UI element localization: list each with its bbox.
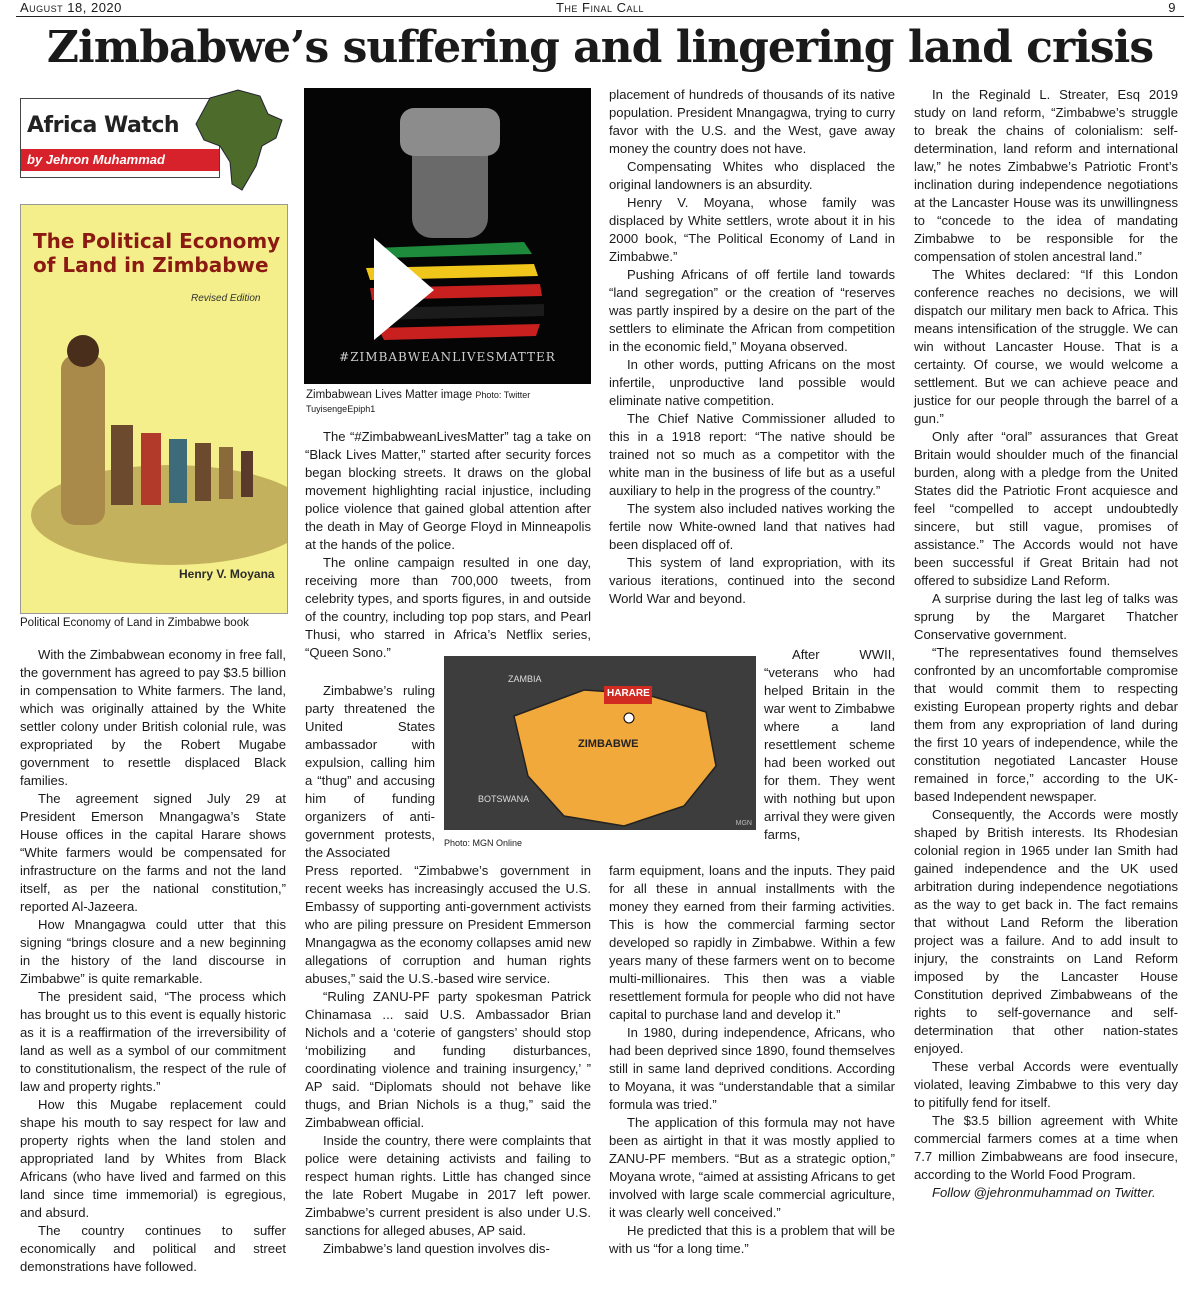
paragraph: The $3.5 billion agreement with White commercial farmers comes at a time when 7.7 million Zimbabweans are food insecure, according to the World Food Program. [914, 1113, 1178, 1182]
paragraph: The system also included natives working the fertile now White-owned land that natives had been displaced off of. [609, 501, 895, 552]
paragraph: A surprise during the last leg of talks was sprung by the Margaret Thatcher Conservative government. [914, 591, 1178, 642]
paragraph: Press reported. “Zimbabwe’s government in recent weeks has increasingly accused the U.S. Embassy of supporting anti-government activists who are piling pressure on President Emmerson Mnangagwa as the economy collapses amid new allegations of corruption and human rights abuses,” said the U.S.-based wire service. [305, 863, 591, 986]
map-label-mgn: MGN [735, 820, 752, 827]
book-caption: Political Economy of Land in Zimbabwe book [20, 617, 249, 629]
book-edition: Revised Edition [191, 293, 261, 304]
paragraph: This system of land expropriation, with its various iterations, continued into the second World War and beyond. [609, 555, 895, 606]
article-column-4 [914, 86, 1178, 1202]
paragraph: “The representatives found themselves confronted by an uncomfortable compromise that would commit them to respecting existing European property rights and debar them from any expropriation of land during the first 10 years of independence, while the constitution negotiated Lancaster House remained in force,” according to the UK-based Independent newspaper. [914, 645, 1178, 804]
paragraph: After WWII, “veterans who had helped Britain in the war went to Zimbabwe where a land resettlement scheme had been worked out for them. They went with nothing but upon arrival they were given farms, [764, 647, 895, 842]
twitter-follow: Follow @jehronmuhammad on Twitter. [932, 1185, 1156, 1200]
africa-watch-title: Africa Watch [27, 113, 180, 138]
paragraph: In the Reginald L. Streater, Esq 2019 study on land reform, “Zimbabwe’s struggle to break the chains of colonialism: self-determination, land reform and international law,” he notes Zimbabwe’s Patriotic Front’s inclination during independence negotiations at the Lancaster House was its unwillingness to “concede to the idea of mandating Zimbabwe to be responsible for the compensation of stolen ancestral land.” [914, 87, 1178, 264]
africa-map-icon [190, 86, 290, 196]
zimbabwe-map-image [444, 656, 756, 830]
issue-date: August 18, 2020 [20, 0, 122, 15]
paragraph: In other words, putting Africans on the most infertile, unproductive land possible would eliminate native competition. [609, 357, 895, 408]
article-column-1 [20, 646, 286, 1276]
header-rule [16, 16, 1184, 17]
fist-credit: Photo: Twitter TuyisengeEpiph1 [306, 390, 531, 414]
map-label-harare: HARARE [607, 688, 650, 699]
article-column-3-top [609, 86, 895, 608]
book-cover-image [20, 204, 288, 614]
book-author: Henry V. Moyana [179, 567, 275, 581]
paragraph: Compensating Whites who displaced the original landowners is an absurdity. [609, 159, 895, 192]
paragraph: Consequently, the Accords were mostly shaped by British interests. Its Rhodesian colonial region in 1965 under Ian Smith had gained independence and the UK used arbitration during independence negotiations as the way to get back in. The fact remains that without Land Reform the liberation project was a failure. And to add insult to injury, the constraints on Land Reform imposed by the Lancaster House Constitution deprived Zimbabweans of the rights to self-governance and self-determination that other nation-states enjoyed. [914, 807, 1178, 1056]
article-column-2-top [305, 428, 591, 662]
paragraph: farm equipment, loans and the inputs. They paid for all these in annual installments with the money they earned from their farming activities. This is how the commercial farming sector developed so rapidly in Zimbabwe. Within a few years many of these farmers went on to become multi-millionaires. This then was a viable resettlement formula for people who did not have capital to purchase land and develop it.” [609, 863, 895, 1022]
page-header [0, 0, 1200, 16]
byline: by Jehron Muhammad [21, 149, 219, 171]
article-column-2-narrow [305, 682, 435, 862]
paragraph: He predicted that this is a problem that will be with us “for a long time.” [609, 1223, 895, 1256]
paragraph: The agreement signed July 29 at President Emerson Mnangagwa’s State House offices in the capital Harare shows “White farmers would be compensated for infrastructure on the farms and not the land itself, as per the national constitution,” reported Al-Jazeera. [20, 791, 286, 914]
paragraph: The application of this formula may not have been as airtight in that it was mostly applied to ZANU-PF members. “But as a strategic option,” Moyana wrote, “aimed at assisting Africans to get involved with large scale commercial agriculture, it was clearly well conceived.” [609, 1115, 895, 1220]
villagers-illustration [21, 315, 287, 565]
article-column-3-narrow [764, 646, 895, 844]
hashtag-text: #ZIMBABWEANLIVESMATTER [339, 350, 556, 364]
paragraph: “Ruling ZANU-PF party spokesman Patrick Chinamasa ... said U.S. Ambassador Brian Nichols and a ‘coterie of gangsters’ should stop ‘mobilizing and funding disturbances, coordinating violence and training insurgency,’ ” AP said. “Diplomats should not behave like thugs, and Brian Nichols is a thug,” said the Zimbabwean official. [305, 989, 591, 1130]
paragraph: The online campaign resulted in one day, receiving more than 700,000 tweets, from celebrity types, and sports figures, in and outside of the country, including top pop stars, and Pearl Thusi, who starred in Africa’s Netflix series, “Queen Sono.” [305, 555, 591, 660]
paragraph: Zimbabwe’s ruling party threatened the United States ambassador with expulsion, calling him a “thug” and accusing him of funding organizers of anti-government protests, the Associated [305, 683, 435, 860]
headline: Zimbabwe’s suffering and lingering land crisis [46, 22, 1154, 73]
paragraph: The country continues to suffer economically and political and street demonstrations have followed. [20, 1223, 286, 1274]
paragraph: The Whites declared: “If this London conference reaches no decisions, we will dispatch our military men back to Africa. This means intensification of the struggle. We can win without Lancaster House. That is a certainty. Of course, we would welcome a settlement. But we can achieve peace and justice for our people through the barrel of a gun.” [914, 267, 1178, 426]
paragraph: Henry V. Moyana, whose family was displaced by White settlers, wrote about it in his 2000 book, “The Political Economy of Land in Zimbabwe.” [609, 195, 895, 264]
map-label-zimbabwe: ZIMBABWE [578, 738, 639, 750]
paragraph: The Chief Native Commissioner alluded to this in a 1918 report: “The native should be trained not so much as a competitor with the white man in the business of life but as a useful auxiliary to help in the progress of the country.” [609, 411, 895, 498]
paragraph: placement of hundreds of thousands of its native population. President Mnangagwa, trying to curry favor with the U.S. and the West, gave away money the country does not have. [609, 87, 895, 156]
paragraph: Pushing Africans of off fertile land towards “land segregation” or the creation of “reserves was partly inspired by a desire on the part of the settlers to eliminate the African from competition in the economic field,” Moyana observed. [609, 267, 895, 354]
paragraph: Zimbabwe’s land question involves dis- [323, 1241, 550, 1256]
publication-name: The Final Call [555, 0, 645, 15]
paragraph: How this Mugabe replacement could shape his mouth to say respect for law and property rights when the land stolen and appropriated land by Whites from Black Africans (who have lived and farmed on this land since time immemorial) is egregious, and absurd. [20, 1097, 286, 1220]
paragraph: In 1980, during independence, Africans, who had been deprived since 1890, found themselves still in same land deprived conditions. According to Moyana, it was “understandable that a similar formula was tried.” [609, 1025, 895, 1112]
fist-caption: Zimbabwean Lives Matter image [306, 389, 473, 401]
map-label-botswana: BOTSWANA [478, 794, 530, 804]
paragraph: Only after “oral” assurances that Great Britain would shoulder much of the financial burden, along with a pledge from the United States did the Patriotic Front acquiesce and feel “compelled to accept undoubtedly sincere, but still vague, promises of assistance.” The Accords would not have been successful if Great Britain had not offered to subsidize Land Reform. [914, 429, 1178, 588]
paragraph: How Mnangagwa could utter that this signing “brings closure and a new beginning in the history of the land discourse in Zimbabwe” is quite remarkable. [20, 917, 286, 986]
book-title: The Political Economy of Land in Zimbabwe [33, 229, 281, 277]
paragraph: These verbal Accords were eventually violated, leaving Zimbabwe to this very day to pitifully fend for itself. [914, 1059, 1178, 1110]
page-number: 9 [1168, 0, 1176, 15]
zimbabwean-lives-matter-image [304, 88, 591, 384]
paragraph: With the Zimbabwean economy in free fall, the government has agreed to pay $3.5 billion in compensation to White farmers. The land, which was originally attained by the White settler colony under British colonial rule, was expropriated by the Robert Mugabe government to resettle displaced Black families. [20, 647, 286, 788]
map-credit: Photo: MGN Online [444, 838, 523, 848]
paragraph: The “#ZimbabweanLivesMatter” tag a take on “Black Lives Matter,” started after security forces began blocking streets. It draws on the global movement highlighting racial injustice, including police violence that gained global attention after the death in May of George Floyd in Minneapolis at the hands of the police. [305, 429, 591, 552]
article-column-3-bottom [609, 862, 895, 1258]
map-label-zambia: ZAMBIA [508, 674, 542, 684]
article-column-2-bottom [305, 862, 591, 1258]
paragraph: The president said, “The process which has brought us to this event is equally historic as it is a reaffirmation of the irreversibility of land as well as a symbol of our commitment to constitutionalism, the respect of the rule of law and property rights.” [20, 989, 286, 1094]
paragraph: Inside the country, there were complaints that police were detaining activists and failing to respect human rights. Little has changed since the late Robert Mugabe in 2017 left power. Zimbabwe’s current president is also under U.S. sanctions for alleged abuses, AP said. [305, 1133, 591, 1238]
